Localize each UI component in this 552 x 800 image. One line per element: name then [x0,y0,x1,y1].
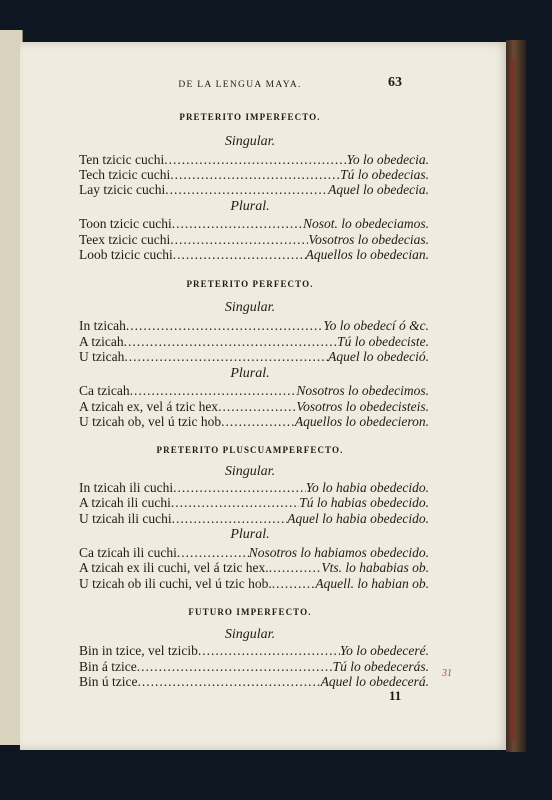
conjugation-row: In tzicah ..... Yo lo obedecí ó &c. [79,318,429,334]
number-heading: Singular. [224,464,276,479]
number-heading: Plural. [230,527,270,542]
conjugation-row: Bin in tzice, vel tzicib ..... Yo lo obedeceré. [79,643,429,659]
section-title: FUTURO IMPERFECTO. [188,607,312,617]
page-number: 63 [388,75,402,90]
conjugation-row: A tzicah ex ili cuchi, vel á tzic hex. ..... Vts. lo hababias ob. [79,560,429,576]
section-title: PRETERITO IMPERFECTO. [179,112,321,122]
conjugation-row: Bin á tzice ..... Tú lo obedecerás. [79,659,429,675]
number-heading: Plural. [230,199,270,214]
conjugation-row: A tzicah ..... Tú lo obedeciste. [79,334,429,350]
conjugation-row: Loob tzicic cuchi ..... Aquellos lo obedecian. [79,247,429,263]
running-header: DE LA LENGUA MAYA. [178,80,302,90]
conjugation-row: In tzicah ili cuchi ..... Yo lo habia obedecido. [79,480,429,496]
conjugation-row: Teex tzicic cuchi ..... Vosotros lo obedecias. [79,232,429,248]
conjugation-row: A tzicah ili cuchi ..... Tú lo habias obedecido. [79,495,429,511]
conjugation-row: Lay tzicic cuchi ..... Aquel lo obedecia. [79,182,429,198]
book-fore-edge-red [510,60,516,740]
signature-mark: 11 [389,688,402,703]
number-heading: Singular. [224,300,276,315]
conjugation-row: Bin ú tzice ..... Aquel lo obedecerá. [79,674,429,690]
conjugation-row: U tzicah ob, vel ú tzic hob ..... Aquellos lo obedecieron. [79,414,429,430]
conjugation-row: U tzicah ob ili cuchi, vel ú tzic hob. ..... Aquell. lo habian ob. [79,576,429,592]
conjugation-row: Ca tzicah ili cuchi ..... Nosotros lo habiamos obedecido. [79,545,429,561]
conjugation-row: Toon tzicic cuchi ..... Nosot. lo obedeciamos. [79,216,429,232]
conjugation-row: U tzicah ..... Aquel lo obedeció. [79,349,429,365]
section-title: PRETERITO PLUSCUAMPERFECTO. [156,445,344,455]
conjugation-row: Ca tzicah ..... Nosotros lo obedecimos. [79,383,429,399]
conjugation-row: U tzicah ili cuchi ..... Aquel lo habia obedecido. [79,511,429,527]
conjugation-row: Tech tzicic cuchi ..... Tú lo obedecias. [79,167,429,183]
number-heading: Singular. [224,134,276,149]
conjugation-row: A tzicah ex, vel á tzic hex ..... Vosotros lo obedecisteis. [79,399,429,415]
handwritten-margin-note: 31 [442,668,452,679]
conjugation-row: Ten tzicic cuchi ..... Yo lo obedecia. [79,152,429,168]
book-fore-edge [506,40,526,752]
number-heading: Plural. [230,366,270,381]
number-heading: Singular. [224,627,276,642]
section-title: PRETERITO PERFECTO. [186,279,314,289]
